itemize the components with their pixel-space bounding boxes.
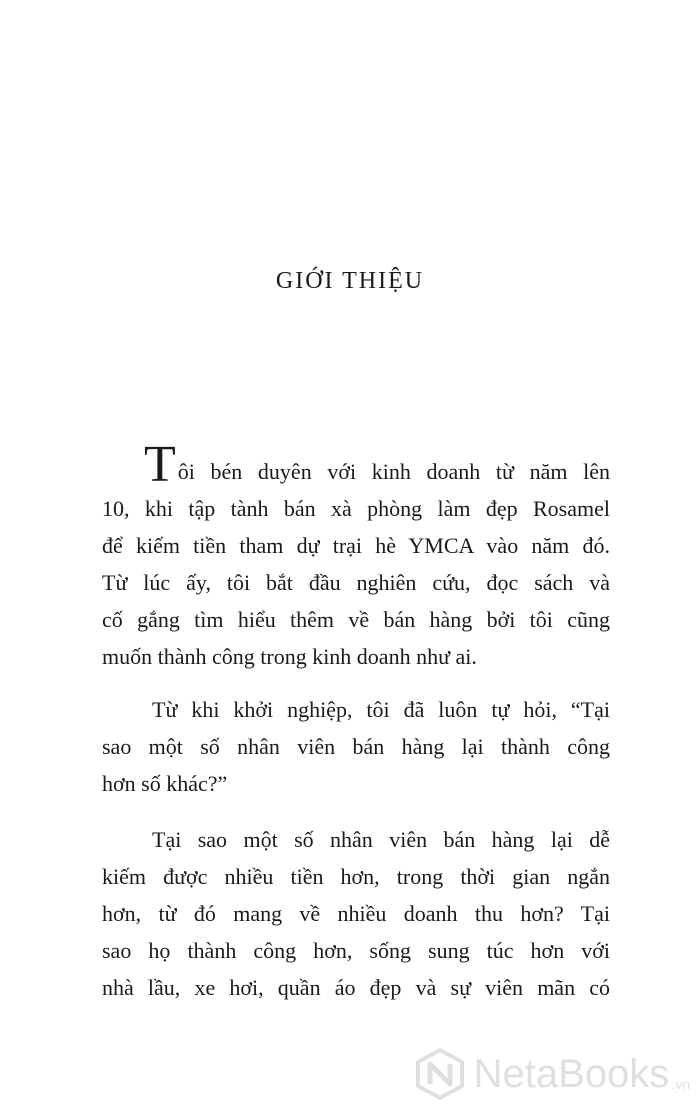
paragraph-line: hơn, từ đó mang về nhiều doanh thu hơn? Tại [102, 901, 610, 926]
paragraph-line: kiếm được nhiều tiền hơn, trong thời gian ngắn [102, 864, 610, 889]
paragraph-line: sao một số nhân viên bán hàng lại thành công [102, 734, 610, 759]
paragraph-line: Từ khi khởi nghiệp, tôi đã luôn tự hỏi, “Tại [152, 697, 610, 722]
paragraph-line: Tại sao một số nhân viên bán hàng lại dễ [152, 827, 610, 852]
dropcap: T [144, 436, 176, 493]
page-title: GIỚI THIỆU [275, 268, 425, 294]
paragraph-line: sao họ thành công hơn, sống sung túc hơn với [102, 938, 610, 963]
paragraph-line [102, 436, 610, 493]
watermark [414, 1048, 690, 1100]
paragraph-1 [102, 436, 610, 675]
line-text: ôi bén duyên với kinh doanh từ năm lên [177, 459, 610, 484]
watermark-text: NetaBooks [473, 1051, 670, 1096]
paragraph-line: 10, khi tập tành bán xà phòng làm đẹp Rosamel [102, 496, 610, 521]
watermark-suffix: .vn [671, 1076, 690, 1092]
paragraph-line: Từ lúc ấy, tôi bắt đầu nghiên cứu, đọc sách và [102, 570, 610, 595]
paragraph-line: hơn số khác?” [102, 771, 228, 796]
paragraph-line: để kiếm tiền tham dự trại hè YMCA vào năm đó. [102, 533, 610, 558]
paragraph-line: muốn thành công trong kinh doanh như ai. [102, 644, 477, 669]
netabooks-logo-icon [414, 1048, 466, 1100]
paragraph-3 [102, 821, 610, 1006]
paragraph-line: nhà lầu, xe hơi, quần áo đẹp và sự viên mãn có [102, 975, 610, 1000]
paragraph-2 [102, 691, 610, 802]
paragraph-line: cố gắng tìm hiểu thêm về bán hàng bởi tôi cũng [102, 607, 610, 632]
